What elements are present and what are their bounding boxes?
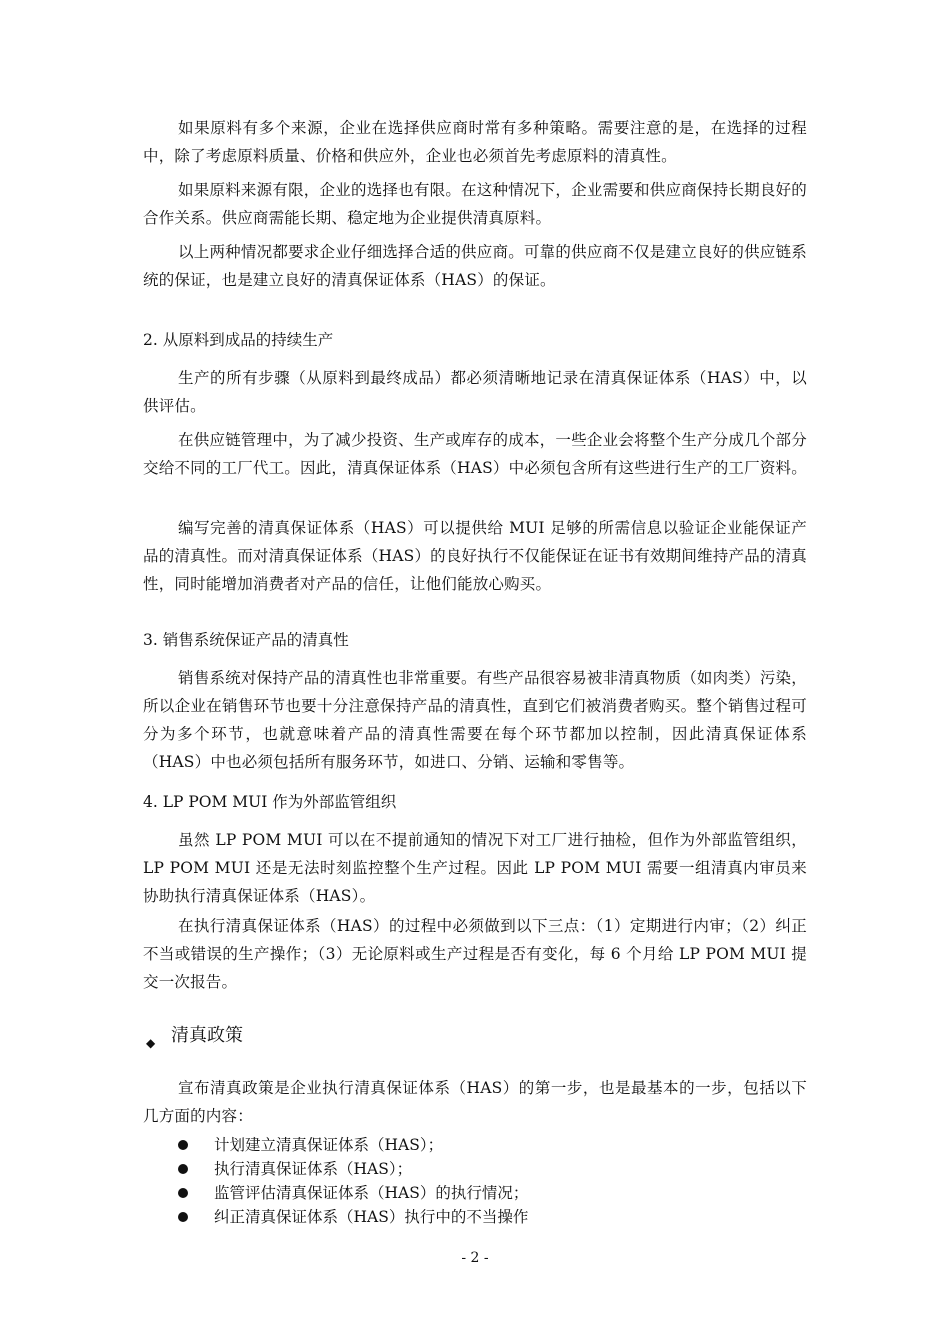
paragraph-external-supervision: 虽然 LP POM MUI 可以在不提前通知的情况下对工厂进行抽检，但作为外部监管组织，LP POM MUI 还是无法时刻监控整个生产过程。因此 LP POM MUI 需要一组清真内审员来协助执行清真保证体系（HAS）。 (143, 831, 807, 905)
diamond-bullet-icon: ◆ (146, 1036, 156, 1050)
heading-sales-system: 3. 销售系统保证产品的清真性 (143, 631, 349, 649)
paragraph-has-writing: 编写完善的清真保证体系（HAS）可以提供给 MUI 足够的所需信息以验证企业能保证产品的清真性。而对清真保证体系（HAS）的良好执行不仅能保证在证书有效期间维持产品的清真性，同时能增加消费者对产品的信任，让他们能放心购买。 (143, 519, 807, 593)
bullet-dot-icon (178, 1164, 188, 1174)
list-item (178, 1157, 528, 1181)
list-item (178, 1181, 528, 1205)
list-item-text: 执行清真保证体系（HAS）； (214, 1160, 413, 1178)
policy-bullet-list (178, 1133, 528, 1229)
paragraph-sales-system: 销售系统对保持产品的清真性也非常重要。有些产品很容易被非清真物质（如肉类）污染，所以企业在销售环节也要十分注意保持产品的清真性，直到它们被消费者购买。整个销售过程可分为多个环节，也就意味着产品的清真性需要在每个环节都加以控制，因此清真保证体系（HAS）中也必须包括所有服务环节，如进口、分销、运输和零售等。 (143, 669, 807, 771)
paragraph-limited-sources: 如果原料来源有限，企业的选择也有限。在这种情况下，企业需要和供应商保持长期良好的合作关系。供应商需能长期、稳定地为企业提供清真原料。 (143, 181, 807, 227)
paragraph-supply-chain: 在供应链管理中，为了减少投资、生产或库存的成本，一些企业会将整个生产分成几个部分交给不同的工厂代工。因此，清真保证体系（HAS）中必须包含所有这些进行生产的工厂资料。 (143, 431, 807, 477)
paragraph-production-steps: 生产的所有步骤（从原料到最终成品）都必须清晰地记录在清真保证体系（HAS）中，以供评估。 (143, 369, 807, 415)
section-title-halal-policy (143, 1022, 243, 1050)
paragraph-three-points: 在执行清真保证体系（HAS）的过程中必须做到以下三点：（1）定期进行内审；（2）纠正不当或错误的生产操作；（3）无论原料或生产过程是否有变化，每 6 个月给 LP POM MUI 提交一次报告。 (143, 917, 807, 991)
paragraph-multiple-sources: 如果原料有多个来源，企业在选择供应商时常有多种策略。需要注意的是，在选择的过程中，除了考虑原料质量、价格和供应外，企业也必须首先考虑原料的清真性。 (143, 119, 807, 165)
list-item-text: 计划建立清真保证体系（HAS）； (214, 1136, 444, 1154)
bullet-dot-icon (178, 1140, 188, 1150)
bullet-dot-icon (178, 1212, 188, 1222)
bullet-dot-icon (178, 1188, 188, 1198)
heading-external-supervision: 4. LP POM MUI 作为外部监管组织 (143, 793, 397, 811)
section-title-text: 清真政策 (171, 1025, 243, 1046)
page-number: - 2 - (461, 1250, 489, 1266)
list-item-text: 监管评估清真保证体系（HAS）的执行情况； (214, 1184, 529, 1202)
heading-continuous-production: 2. 从原料到成品的持续生产 (143, 331, 334, 349)
paragraph-halal-policy: 宣布清真政策是企业执行清真保证体系（HAS）的第一步，也是最基本的一步，包括以下几方面的内容： (143, 1079, 807, 1125)
list-item (178, 1133, 528, 1157)
list-item-text: 纠正清真保证体系（HAS）执行中的不当操作 (214, 1208, 529, 1226)
list-item (178, 1205, 528, 1229)
paragraph-supplier-selection: 以上两种情况都要求企业仔细选择合适的供应商。可靠的供应商不仅是建立良好的供应链系统的保证，也是建立良好的清真保证体系（HAS）的保证。 (143, 243, 807, 289)
